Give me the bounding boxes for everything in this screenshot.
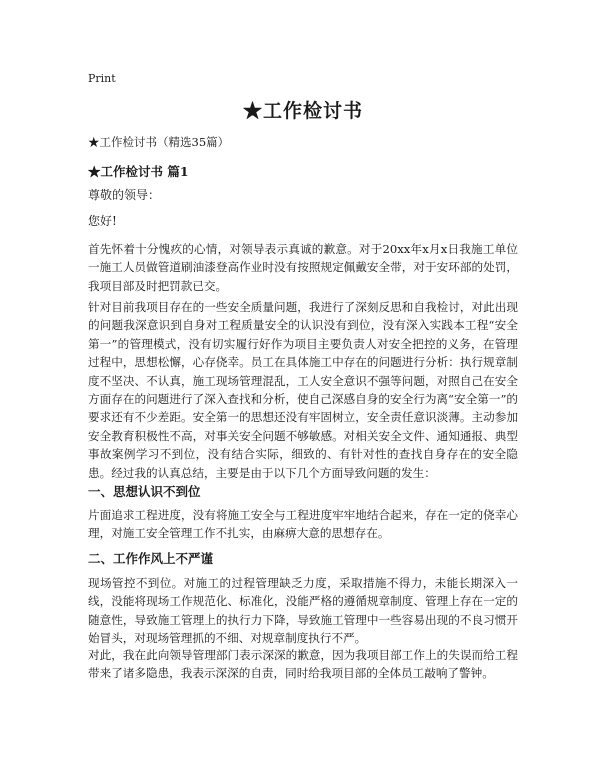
salutation: 尊敬的领导： bbox=[88, 188, 161, 202]
article-heading: ★工作检讨书 篇1 bbox=[88, 164, 189, 179]
paragraph-apology: 首先怀着十分愧疚的心情，对领导表示真诚的歉意。对于20xx年x月x日我施工单位一施工人员做管道刷油漆登高作业时没有按照规定佩戴安全带，对于安环部的处罚，我项目部及时把罚款已交。 bbox=[88, 242, 518, 293]
section-heading-2: 二、工作作风上不严谨 bbox=[88, 551, 214, 566]
document-subtitle: ★工作检讨书（精选35篇） bbox=[88, 135, 230, 149]
greeting: 您好! bbox=[88, 214, 117, 228]
section-2-paragraph-2: 对此，我在此向领导管理部门表示深深的歉意，因为我项目部工作上的失误而给工程带来了诸多隐患，我表示深深的自责，同时给我项目部的全体员工敲响了警钟。 bbox=[88, 648, 518, 681]
document-title: ★工作检讨书 bbox=[242, 100, 363, 122]
paragraph-reflection: 针对目前我项目存在的一些安全质量问题，我进行了深刻反思和自我检讨，对此出现的问题我深意识到自身对工程质量安全的认识没有到位，没有深入实践本工程“安全第一”的管理模式，没有切实履行好作为项目主要负责人对安全把控的义务，在管理过程中，思想松懈，心存侥幸。员工在具体施工中存在的问题进行分析：执行规章制度不坚决、不认真，施工现场管理混乱，工人安全意识不强等问题，对照自己在安全方面存在的问题进行了深入查找和分析，使自己深感自身的安全行为离“安全第一”的要求还有不少差距。安全第一的思想还没有牢固树立，安全责任意识淡薄。主动参加安全教育积极性不高，对事关安全问题不够敏感。对相关安全文件、通知通报、典型事故案例学习不到位，没有结合实际，细致的、有针对性的查找自身存在的安全隐患。经过我的认真总结，主要是由于以下几个方面导致问题的发生： bbox=[88, 300, 518, 480]
section-1-paragraph: 片面追求工程进度，没有将施工安全与工程进度牢牢地结合起来，存在一定的侥幸心理，对施工安全管理工作不扎实，由麻痹大意的思想存在。 bbox=[88, 508, 518, 541]
section-heading-1: 一、思想认识不到位 bbox=[88, 484, 201, 499]
section-2-paragraph-1: 现场管控不到位。对施工的过程管理缺乏力度，采取措施不得力，未能长期深入一线，没能将现场工作规范化、标准化，没能严格的遵循规章制度、管理上存在一定的随意性，导致施工管理上的执行力下降，导致施工管理中一些容易出现的不良习惯开始冒头，对现场管理抓的不细、对规章制度执行不严。 bbox=[88, 576, 518, 646]
print-label[interactable]: Print bbox=[88, 72, 116, 85]
